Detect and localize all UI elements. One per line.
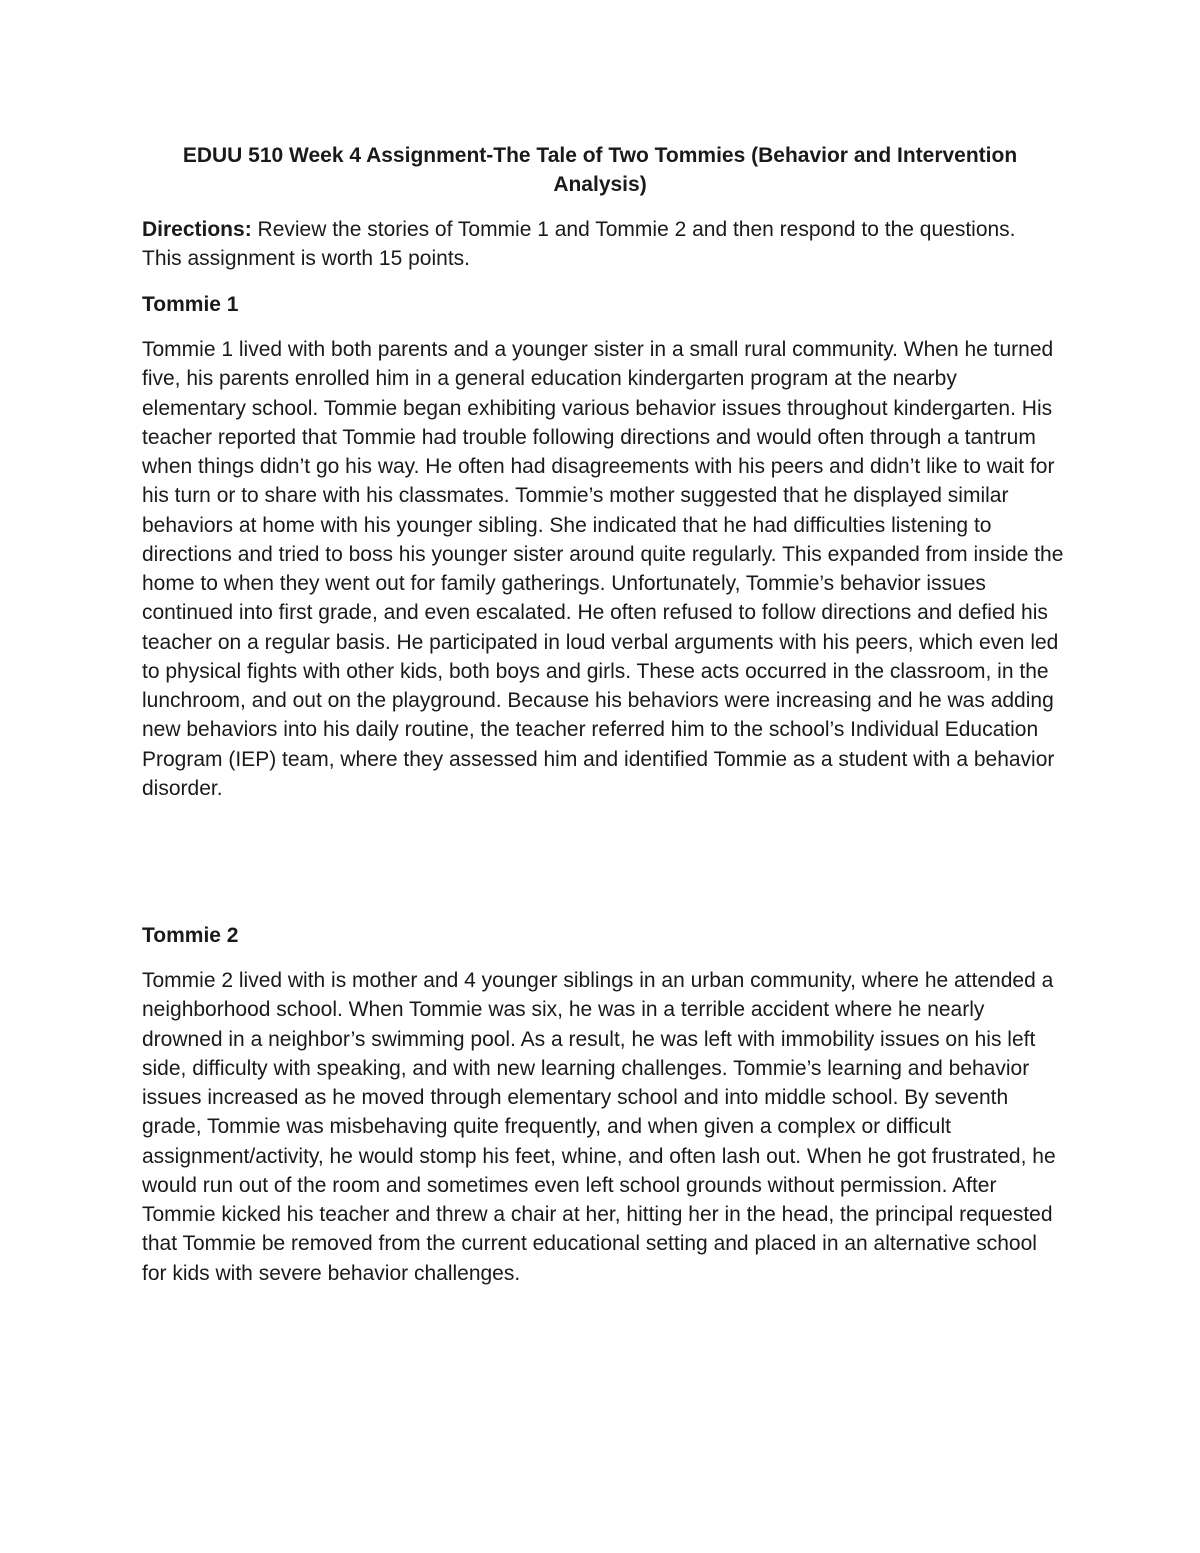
document-title: EDUU 510 Week 4 Assignment-The Tale of Two Tommies (Behavior and Intervention Analysis) [182, 144, 1018, 196]
directions-paragraph [142, 215, 1058, 273]
section-heading-tommie-2: Tommie 2 [142, 924, 239, 947]
section-heading-tommie-1: Tommie 1 [142, 293, 239, 316]
section-body-tommie-1: Tommie 1 lived with both parents and a younger sister in a small rural community. When he turned five, his parents enrolled him in a general education kindergarten program at the nearby elementary school. Tommie began exhibiting various behavior issues throughout kindergarten. His teacher reported that Tommie had trouble following directions and would often through a tantrum when things didn’t go his way. He often had disagreements with his peers and didn’t like to wait for his turn or to share with his classmates. Tommie’s mother suggested that he displayed similar behaviors at home with his younger sibling. She indicated that he had difficulties listening to directions and tried to boss his younger sister around quite regularly. This expanded from inside the home to when they went out for family gatherings. Unfortunately, Tommie’s behavior issues continued into first grade, and even escalated. He often refused to follow directions and defied his teacher on a regular basis. He participated in loud verbal arguments with his peers, which even led to physical fights with other kids, both boys and girls. These acts occurred in the classroom, in the lunchroom, and out on the playground. Because his behaviors were increasing and he was adding new behaviors into his daily routine, the teacher referred him to the school’s Individual Education Program (IEP) team, where they assessed him and identified Tommie as a student with a behavior disorder. [142, 338, 1064, 800]
directions-label: Directions: [142, 218, 252, 241]
section-body-tommie-2: Tommie 2 lived with is mother and 4 younger siblings in an urban community, where he attended a neighborhood school. When Tommie was six, he was in a terrible accident where he nearly drowned in a neighbor’s swimming pool. As a result, he was left with immobility issues on his left side, difficulty with speaking, and with new learning challenges. Tommie’s learning and behavior issues increased as he moved through elementary school and into middle school. By seventh grade, Tommie was misbehaving quite frequently, and when given a complex or difficult assignment/activity, he would stomp his feet, whine, and often lash out. When he got frustrated, he would run out of the room and sometimes even left school grounds without permission. After Tommie kicked his teacher and threw a chair at her, hitting her in the head, the principal requested that Tommie be removed from the current educational setting and placed in an alternative school for kids with severe behavior challenges. [142, 969, 1056, 1285]
directions-text: Review the stories of Tommie 1 and Tommie 2 and then respond to the questions. This assignment is worth 15 points. [142, 218, 1016, 270]
